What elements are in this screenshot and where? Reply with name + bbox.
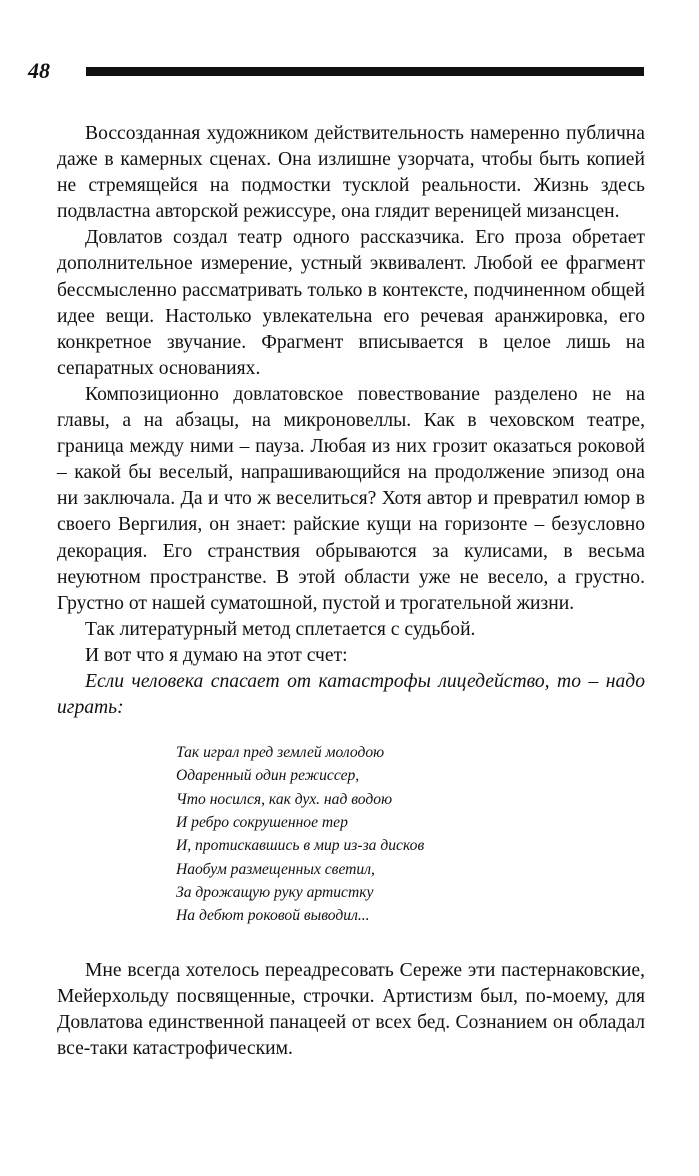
poem-quote [176,741,645,927]
page-number: 48 [28,58,50,83]
poem-line: Что носился, как дух. над водою [176,790,393,808]
paragraph: Композиционно довлатовское повествование разделено не на главы, а на абзацы, на микроновеллы. Как в чеховском театре, граница между ними – пауза. Любая из них грозит оказаться роковой – какой бы веселый, напрашивающийся на продолжение эпизод она ни заключала. Да и что ж веселиться? Хотя автор и превратил юмор в своего Вергилия, он знает: райские кущи на горизонте – безусловно декорация. Его странствия обрываются за кулисами, в весьма неуютном пространстве. В этой области уже не весело, а грустно. Грустно от нашей суматошной, пустой и трогательной жизни. [57,383,645,614]
poem-line: Так играл пред землей молодою [176,744,385,762]
paragraph: И вот что я думаю на этот счет: [85,644,348,666]
poem-line: За дрожащую руку артистку [176,883,374,901]
closing-paragraph: Мне всегда хотелось переадресовать Сереже эти пастернаковские, Мейерхольду посвященные, строчки. Артистизм был, по-моему, для Довлатова единственной панацеей от всех бед. Сознанием он обладал все-таки катастрофическим. [57,959,645,1059]
poem-line: И ребро сокрушенное тер [176,814,348,832]
body-text [57,121,645,1062]
poem-line: И, протискавшись в мир из-за дисков [176,837,425,855]
poem-line: Одаренный один режиссер, [176,767,360,785]
paragraph: Так литературный метод сплетается с судьбой. [85,618,476,640]
italic-paragraph: Если человека спасает от катастрофы лицедейство, то – надо играть: [57,670,645,719]
poem-line: На дебют роковой выводил... [176,907,370,925]
header-rule [86,67,644,76]
paragraph: Воссозданная художником действительность намеренно публична даже в камерных сценах. Она излишне узорчата, чтобы быть копией не стремящейся на подмостки тусклой реальности. Жизнь здесь подвластна авторской режиссуре, она глядит вереницей мизансцен. [57,123,645,223]
page-header [28,58,644,84]
poem-line: Наобум размещенных светил, [176,860,375,878]
paragraph: Довлатов создал театр одного рассказчика. Его проза обретает дополнительное измерение, устный эквивалент. Любой ее фрагмент бессмысленно рассматривать только в контексте, подчиненном общей идее вещи. Настолько увлекательна его речевая аранжировка, его конкретное звучание. Фрагмент вписывается в целое лишь на сепаратных основаниях. [57,227,645,379]
